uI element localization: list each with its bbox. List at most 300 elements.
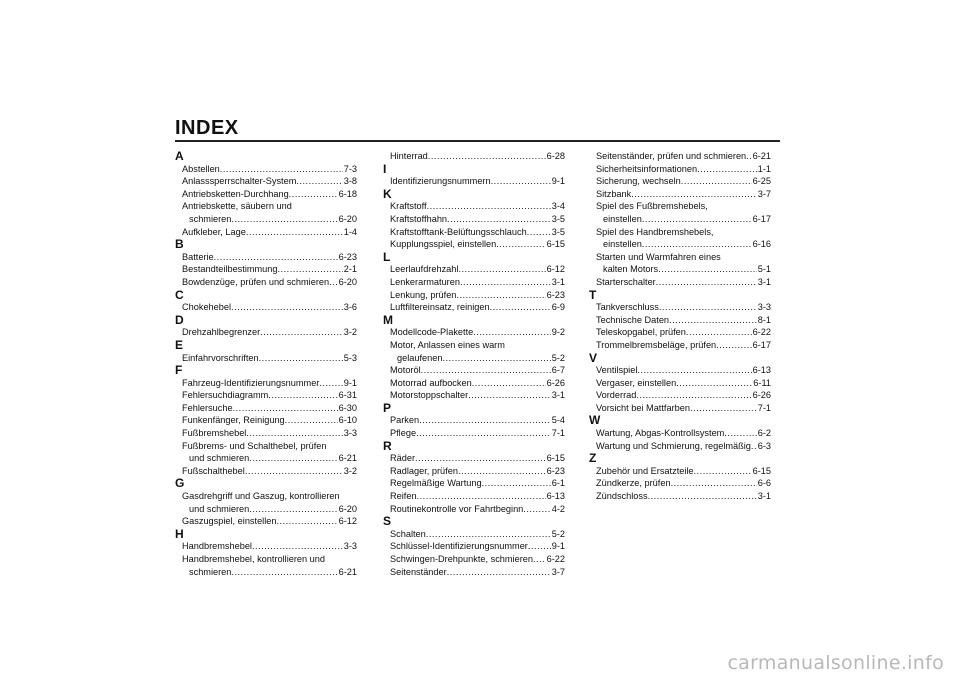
dot-leader xyxy=(447,566,551,579)
index-entry-text: Gasdrehgriff und Gaszug, kontrollieren xyxy=(182,491,340,502)
index-column-3 xyxy=(589,150,771,503)
dot-leader xyxy=(428,150,546,163)
index-page-number: 1-4 xyxy=(343,226,357,237)
index-entry xyxy=(383,490,565,503)
dot-leader xyxy=(427,200,551,213)
index-entry xyxy=(383,540,565,553)
index-entry xyxy=(589,200,771,225)
index-entry xyxy=(589,490,771,503)
index-entry-text: Motoröl xyxy=(390,365,421,376)
dot-leader xyxy=(642,238,752,251)
index-entry-text: Abstellen xyxy=(182,163,220,174)
index-entry-text: schmieren xyxy=(189,213,232,224)
index-entry xyxy=(175,188,357,201)
dot-leader xyxy=(637,364,751,377)
index-letter-heading: V xyxy=(589,350,598,365)
index-entry xyxy=(589,402,771,415)
index-entry-text: Sicherung, wechseln xyxy=(596,176,681,187)
watermark: carmanualsonline.info xyxy=(727,652,944,674)
index-entry xyxy=(175,402,357,415)
index-entry xyxy=(589,301,771,314)
index-entry-text: Aufkleber, Lage xyxy=(182,226,246,237)
index-entry xyxy=(589,276,771,289)
index-entry xyxy=(383,238,565,251)
index-page-number: 7-1 xyxy=(551,428,565,439)
index-entry xyxy=(383,150,565,163)
index-entry-text: Kraftstoffhahn xyxy=(390,213,448,224)
dot-leader xyxy=(289,188,338,201)
dot-leader xyxy=(442,352,550,365)
dot-leader xyxy=(276,515,337,528)
index-letter-heading: Z xyxy=(589,451,597,466)
index-letter-heading: W xyxy=(589,413,601,428)
index-page-number: 6-6 xyxy=(757,478,771,489)
index-page-number: 6-16 xyxy=(752,239,771,250)
dot-leader xyxy=(528,540,551,553)
index-page-number: 6-12 xyxy=(546,264,565,275)
index-page-number: 6-1 xyxy=(551,478,565,489)
dot-leader xyxy=(415,452,546,465)
index-letter-heading: K xyxy=(383,186,392,201)
index-entry xyxy=(589,427,771,440)
index-entry-text: Lenkerarmaturen xyxy=(390,276,460,287)
index-entry-text: Starterschalter xyxy=(596,276,656,287)
index-page-number: 3-4 xyxy=(551,201,565,212)
index-entry xyxy=(175,175,357,188)
dot-leader xyxy=(669,314,757,327)
index-entry xyxy=(175,352,357,365)
index-entry xyxy=(175,301,357,314)
index-letter-heading: T xyxy=(589,287,597,302)
index-page-number: 5-2 xyxy=(551,528,565,539)
index-page-number: 9-1 xyxy=(551,541,565,552)
dot-leader xyxy=(458,263,545,276)
index-page-number: 3-2 xyxy=(343,465,357,476)
index-entry-text: Antriebskette, säubern und xyxy=(182,201,292,212)
dot-leader xyxy=(676,377,752,390)
dot-leader xyxy=(460,276,551,289)
dot-leader xyxy=(260,326,343,339)
index-entry xyxy=(383,289,565,302)
index-letter-heading: F xyxy=(175,363,183,378)
index-page-number: 6-31 xyxy=(338,390,357,401)
dot-leader xyxy=(233,402,338,415)
index-page-number: 6-21 xyxy=(338,453,357,464)
dot-leader xyxy=(671,477,757,490)
index-entry-text: Spiel des Handbremshebels, xyxy=(596,226,714,237)
index-entry-text: Wartung und Schmierung, regelmäßig xyxy=(596,440,751,451)
index-letter-heading: B xyxy=(175,237,184,252)
index-entry-text: Zubehör und Ersatzteile xyxy=(596,465,694,476)
index-page-number: 6-11 xyxy=(753,377,771,388)
index-entry-text: Chokehebel xyxy=(182,302,232,313)
index-entry-text: Lenkung, prüfen xyxy=(390,289,457,300)
dot-leader xyxy=(447,213,551,226)
dot-leader xyxy=(419,414,551,427)
index-page-number: 5-2 xyxy=(551,352,565,363)
index-page-number: 9-2 xyxy=(551,327,565,338)
index-entry xyxy=(589,440,771,453)
index-entry xyxy=(589,465,771,478)
index-page-number: 6-21 xyxy=(338,566,357,577)
index-page-number: 3-8 xyxy=(343,176,357,187)
index-page-number: 6-26 xyxy=(752,390,771,401)
dot-leader xyxy=(458,465,546,478)
index-page-number: 3-3 xyxy=(757,302,771,313)
index-entry xyxy=(175,427,357,440)
dot-leader xyxy=(694,465,752,478)
index-page-number: 3-5 xyxy=(551,226,565,237)
dot-leader xyxy=(231,301,343,314)
index-page-number: 6-18 xyxy=(338,188,357,199)
dot-leader xyxy=(268,389,337,402)
dot-leader xyxy=(631,188,756,201)
index-entry-text: Starten und Warmfahren eines xyxy=(596,251,721,262)
index-page-number: 3-7 xyxy=(551,566,565,577)
index-page-number: 1-1 xyxy=(757,163,771,174)
dot-leader xyxy=(426,528,551,541)
index-entry xyxy=(383,326,565,339)
index-entry xyxy=(383,452,565,465)
index-entry-text: und schmieren xyxy=(189,453,250,464)
dot-leader xyxy=(716,339,751,352)
index-page-number: 6-12 xyxy=(338,516,357,527)
index-entry-text: Drehzahlbegrenzer xyxy=(182,327,261,338)
dot-leader xyxy=(421,364,551,377)
index-page-number: 6-23 xyxy=(338,251,357,262)
index-page-number: 3-3 xyxy=(343,428,357,439)
index-letter-heading: H xyxy=(175,526,184,541)
index-page-number: 3-1 xyxy=(551,276,565,287)
dot-leader xyxy=(473,326,550,339)
index-entry xyxy=(589,364,771,377)
index-entry-text: Kupplungsspiel, einstellen xyxy=(390,239,497,250)
index-entry-text: Parken xyxy=(390,415,420,426)
index-column-2 xyxy=(383,150,565,578)
index-entry-text: Teleskopgabel, prüfen xyxy=(596,327,686,338)
index-entry xyxy=(175,490,357,515)
index-page-number: 7-3 xyxy=(343,163,357,174)
dot-leader xyxy=(496,238,545,251)
dot-leader xyxy=(642,213,752,226)
index-entry xyxy=(175,163,357,176)
index-entry-text: Modellcode-Plakette xyxy=(390,327,474,338)
index-entry-text: Fußschalthebel xyxy=(182,465,245,476)
index-column-1 xyxy=(175,150,357,578)
index-letter-heading: I xyxy=(383,161,387,176)
dot-leader xyxy=(482,477,551,490)
index-entry-text: Leerlaufdrehzahl xyxy=(390,264,459,275)
index-entry-text: Kraftstoff xyxy=(390,201,427,212)
index-entry xyxy=(589,326,771,339)
dot-leader xyxy=(246,226,343,239)
dot-leader xyxy=(648,490,757,503)
index-page-number: 6-17 xyxy=(752,339,771,350)
index-entry-text: Fußbrems- und Schalthebel, prüfen xyxy=(182,440,327,451)
dot-leader xyxy=(416,427,551,440)
index-entry-text: Radlager, prüfen xyxy=(390,465,458,476)
index-page-number: 6-15 xyxy=(546,453,565,464)
dot-leader xyxy=(214,251,338,264)
index-entry-text: Fußbremshebel xyxy=(182,428,247,439)
dot-leader xyxy=(724,427,756,440)
index-entry-text: Räder xyxy=(390,453,416,464)
index-entry xyxy=(589,163,771,176)
index-entry-text: Motorstoppschalter xyxy=(390,390,469,401)
dot-leader xyxy=(468,389,551,402)
index-entry-text: Technische Daten xyxy=(596,314,670,325)
index-entry-text: Regelmäßige Wartung xyxy=(390,478,482,489)
index-letter-heading: R xyxy=(383,438,392,453)
index-entry xyxy=(175,515,357,528)
index-entry-text: Tankverschluss xyxy=(596,302,659,313)
index-entry xyxy=(383,226,565,239)
index-page-number: 6-20 xyxy=(338,213,357,224)
index-page-number: 3-2 xyxy=(343,327,357,338)
index-entry xyxy=(175,553,357,578)
index-entry-text: Reifen xyxy=(390,491,417,502)
index-entry-text: Seitenständer xyxy=(390,566,447,577)
index-entry xyxy=(175,465,357,478)
index-entry xyxy=(589,188,771,201)
index-page-number: 6-22 xyxy=(752,327,771,338)
index-letter-heading: G xyxy=(175,476,185,491)
index-entry xyxy=(383,427,565,440)
dot-leader xyxy=(656,276,757,289)
index-entry xyxy=(175,200,357,225)
index-entry-text: Fehlersuchdiagramm xyxy=(182,390,269,401)
index-entry xyxy=(383,276,565,289)
index-page-number: 6-13 xyxy=(546,491,565,502)
index-page-number: 6-15 xyxy=(752,465,771,476)
index-page-number: 6-3 xyxy=(757,440,771,451)
index-page-number: 5-4 xyxy=(551,415,565,426)
index-entry xyxy=(175,440,357,465)
index-page-number: 6-23 xyxy=(546,289,565,300)
index-entry-text: Fahrzeug-Identifizierungsnummer xyxy=(182,377,320,388)
index-entry-text: Anlasssperrschalter-System xyxy=(182,176,297,187)
index-entry xyxy=(175,276,357,289)
dot-leader xyxy=(231,213,337,226)
index-entry xyxy=(383,389,565,402)
dot-leader xyxy=(252,540,343,553)
index-page-number: 4-2 xyxy=(551,503,565,514)
index-page-number: 6-26 xyxy=(546,377,565,388)
index-entry xyxy=(383,301,565,314)
dot-leader xyxy=(527,226,551,239)
index-entry xyxy=(589,377,771,390)
dot-leader xyxy=(296,175,342,188)
index-letter-heading: C xyxy=(175,287,184,302)
index-entry-text: Routinekontrolle vor Fahrtbeginn xyxy=(390,503,524,514)
index-entry-text: Motor, Anlassen eines warm xyxy=(390,339,505,350)
index-entry xyxy=(175,389,357,402)
dot-leader xyxy=(636,389,751,402)
dot-leader xyxy=(278,263,343,276)
dot-leader xyxy=(681,175,752,188)
index-entry-text: Batterie xyxy=(182,251,214,262)
index-page-number: 6-20 xyxy=(338,276,357,287)
dot-leader xyxy=(456,289,545,302)
index-page-number: 6-13 xyxy=(752,365,771,376)
dot-leader xyxy=(245,465,343,478)
index-entry-text: Schalten xyxy=(390,528,426,539)
index-entry-text: Wartung, Abgas-Kontrollsystem xyxy=(596,428,725,439)
index-letter-heading: E xyxy=(175,337,184,352)
index-page-number: 7-1 xyxy=(757,402,771,413)
index-page-number: 3-1 xyxy=(757,276,771,287)
index-entry xyxy=(175,326,357,339)
index-entry-text: Zündschloss xyxy=(596,491,648,502)
index-entry xyxy=(383,566,565,579)
index-entry-text: und schmieren xyxy=(189,503,250,514)
index-entry-text: Luftfiltereinsatz, reinigen xyxy=(390,302,490,313)
index-entry-text: Spiel des Fußbremshebels, xyxy=(596,201,708,212)
index-entry xyxy=(383,263,565,276)
index-entry-text: Identifizierungsnummern xyxy=(390,176,491,187)
index-entry xyxy=(589,150,771,163)
index-entry-text: Schlüssel-Identifizierungsnummer xyxy=(390,541,528,552)
index-entry-text: Handbremshebel, kontrollieren und xyxy=(182,554,326,564)
index-entry xyxy=(383,503,565,516)
index-page-number: 6-15 xyxy=(546,239,565,250)
index-page-number: 6-30 xyxy=(338,402,357,413)
index-entry xyxy=(175,414,357,427)
dot-leader xyxy=(472,377,546,390)
dot-leader xyxy=(533,553,546,566)
index-entry xyxy=(383,364,565,377)
dot-leader xyxy=(690,402,757,415)
index-page-number: 2-1 xyxy=(343,264,357,275)
dot-leader xyxy=(523,503,550,516)
index-entry xyxy=(175,540,357,553)
index-entry-text: Antriebsketten-Durchhang xyxy=(182,188,289,199)
index-page-number: 3-1 xyxy=(551,390,565,401)
index-entry-text: Seitenständer, prüfen und schmieren xyxy=(596,151,747,161)
index-page-number: 3-3 xyxy=(343,541,357,552)
index-page-number: 9-1 xyxy=(343,377,357,388)
index-entry-text: Handbremshebel xyxy=(182,541,252,552)
page-title: INDEX xyxy=(175,117,239,139)
index-entry-text: kalten Motors xyxy=(603,264,659,275)
index-entry-text: Trommelbremsbeläge, prüfen xyxy=(596,339,717,350)
index-letter-heading: A xyxy=(175,149,184,163)
dot-leader xyxy=(285,414,338,427)
index-letter-heading: D xyxy=(175,312,184,327)
index-page-number: 6-23 xyxy=(546,465,565,476)
index-page-number: 3-6 xyxy=(343,302,357,313)
index-letter-heading: L xyxy=(383,249,391,264)
index-page-number: 9-1 xyxy=(551,176,565,187)
dot-leader xyxy=(220,163,343,176)
index-entry-text: Funkenfänger, Reinigung xyxy=(182,415,285,426)
index-entry-text: einstellen xyxy=(603,239,642,250)
index-entry xyxy=(383,477,565,490)
index-page-number: 6-10 xyxy=(338,415,357,426)
dot-leader xyxy=(659,301,757,314)
index-letter-heading: P xyxy=(383,400,392,415)
index-page-number: 6-9 xyxy=(551,302,565,313)
index-entry-text: einstellen xyxy=(603,213,642,224)
index-entry xyxy=(383,377,565,390)
index-entry-text: Pflege xyxy=(390,428,417,439)
index-entry-text: Sitzbank xyxy=(596,188,632,199)
index-page-number: 6-7 xyxy=(551,365,565,376)
index-entry xyxy=(383,465,565,478)
dot-leader xyxy=(329,276,338,289)
index-entry xyxy=(589,389,771,402)
index-entry xyxy=(383,528,565,541)
index-entry xyxy=(589,175,771,188)
index-entry xyxy=(589,314,771,327)
index-letter-heading: S xyxy=(383,514,392,529)
index-letter-heading: M xyxy=(383,312,393,327)
index-entry xyxy=(175,251,357,264)
index-page-number: 6-25 xyxy=(752,176,771,187)
dot-leader xyxy=(231,566,337,579)
index-entry-text: schmieren xyxy=(189,566,232,577)
index-entry xyxy=(589,477,771,490)
index-page-number: 6-22 xyxy=(546,554,565,564)
index-entry-text: Schwingen-Drehpunkte, schmieren xyxy=(390,554,533,564)
index-page-number: 6-28 xyxy=(546,151,565,161)
index-page-number: 3-5 xyxy=(551,213,565,224)
index-entry-text: Sicherheitsinformationen xyxy=(596,163,698,174)
index-entry xyxy=(383,414,565,427)
dot-leader xyxy=(249,503,337,516)
index-entry-text: Vergaser, einstellen xyxy=(596,377,677,388)
index-entry-text: Gaszugspiel, einstellen xyxy=(182,516,277,527)
index-page-number: 3-7 xyxy=(757,188,771,199)
index-entry xyxy=(589,251,771,276)
index-entry xyxy=(383,339,565,364)
dot-leader xyxy=(249,452,337,465)
index-entry xyxy=(383,213,565,226)
dot-leader xyxy=(259,352,343,365)
dot-leader xyxy=(319,377,342,390)
index-entry-text: gelaufenen xyxy=(397,352,443,363)
index-page-number: 5-1 xyxy=(757,264,771,275)
index-entry xyxy=(175,377,357,390)
index-page-number: 6-20 xyxy=(338,503,357,514)
title-divider xyxy=(175,140,780,142)
index-page-number: 6-2 xyxy=(757,428,771,439)
index-entry-text: Bestandteilbestimmung xyxy=(182,264,278,275)
index-entry-text: Hinterrad xyxy=(390,151,428,161)
index-entry-text: Motorrad aufbocken xyxy=(390,377,472,388)
index-entry-text: Bowdenzüge, prüfen und schmieren xyxy=(182,276,330,287)
index-entry-text: Kraftstofftank-Belüftungsschlauch xyxy=(390,226,527,237)
index-entry xyxy=(589,339,771,352)
index-page-number: 6-21 xyxy=(752,151,771,161)
index-entry-text: Ventilspiel xyxy=(596,365,638,376)
index-entry-text: Fehlersuche xyxy=(182,402,233,413)
dot-leader xyxy=(417,490,546,503)
index-entry xyxy=(383,175,565,188)
index-page-number: 6-17 xyxy=(752,213,771,224)
index-entry-text: Vorsicht bei Mattfarben xyxy=(596,402,690,413)
index-entry xyxy=(383,553,565,566)
index-entry-text: Einfahrvorschriften xyxy=(182,352,259,363)
index-entry-text: Zündkerze, prüfen xyxy=(596,478,671,489)
index-page-number: 5-3 xyxy=(343,352,357,363)
dot-leader xyxy=(658,263,757,276)
index-entry xyxy=(589,226,771,251)
index-page-number: 3-1 xyxy=(757,491,771,502)
index-entry-text: Vorderrad xyxy=(596,390,637,401)
index-entry xyxy=(383,200,565,213)
dot-leader xyxy=(686,326,752,339)
